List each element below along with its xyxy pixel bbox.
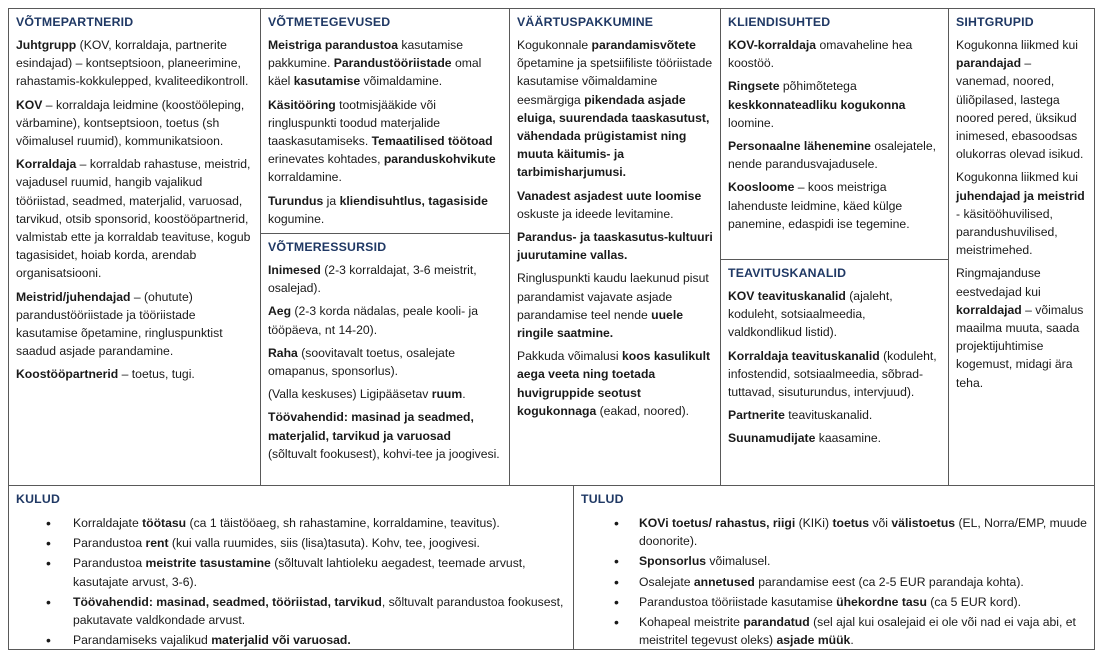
- emphasis-text: Meistrid/juhendajad: [16, 289, 131, 304]
- body-text: Kogukonnale: [517, 38, 592, 52]
- list-item: [16, 514, 567, 532]
- body-text: – korraldaja leidmine (koostööleping, värbamine), kontseptsioon, toetus (sh võimalusel ruumid), kommunikatsioon.: [16, 97, 245, 149]
- body-text: võimaldamine.: [360, 74, 443, 89]
- relation-personal: [728, 137, 942, 173]
- emphasis-text: annetused: [693, 574, 755, 589]
- value-new-cycle: [517, 269, 714, 342]
- body-text: (soovitavalt toetus, osalejate omapanus, sponsorlus).: [268, 345, 455, 379]
- body-text: erinevates kohtades,: [268, 152, 384, 167]
- body-text: – võimalus maailma muuta, saada projektijuhtimise kogemust, midagi ära teha.: [956, 302, 1084, 390]
- value-teaching: [517, 36, 714, 182]
- body-text: omal käel: [268, 56, 482, 89]
- body-text: (sel ajal kui osalejaid ei ole või nad ei vaja abi, et meistritel tegevust oleks): [639, 615, 1076, 648]
- emphasis-text: Vanadest asjadest uute loomise: [517, 188, 702, 203]
- emphasis-text: töötasu: [142, 516, 187, 530]
- value-proposition-heading: VÄÄRTUSPAKKUMINE: [517, 15, 654, 29]
- emphasis-text: Käsitööring: [268, 97, 336, 112]
- body-text: (kui valla ruumides, siis (lisa)tasuta). Kohv, tee, joogivesi.: [168, 536, 480, 551]
- emphasis-text: Töövahendid: masinad ja seadmed, materjalid, tarvikud ja varuosad: [268, 410, 474, 443]
- channel-organizer: [728, 347, 942, 402]
- emphasis-text: Korraldaja: [16, 157, 77, 172]
- emphasis-text: Koosloome: [728, 180, 795, 195]
- costs-list: [16, 514, 567, 649]
- emphasis-text: juhendajad ja meistrid: [956, 188, 1085, 203]
- partner-masters: [16, 288, 254, 361]
- channel-partners: [728, 406, 942, 424]
- body-text: (2-3 korda nädalas, peale kooli- ja tööpäeva, nt 14-20).: [268, 304, 479, 337]
- resource-tools: [268, 408, 503, 463]
- emphasis-text: Raha: [268, 345, 298, 360]
- body-text: – toetus, tugi.: [118, 367, 195, 382]
- emphasis-text: Parandus- ja taaskasutus-kultuuri juurutamine vallas.: [517, 230, 713, 263]
- list-item: [581, 552, 1088, 570]
- list-item: [16, 534, 567, 552]
- partner-organizer: [16, 155, 254, 282]
- list-item: [16, 631, 567, 649]
- resource-time: [268, 302, 503, 338]
- body-text: parandamise eest (ca 2-5 EUR parandaja kohta).: [754, 574, 1024, 589]
- emphasis-text: Töövahendid: masinad, seadmed, tööriistad, tarvikud: [73, 594, 382, 609]
- body-text: Ringmajanduse eestvedajad kui: [956, 266, 1041, 299]
- list-item: [16, 554, 567, 590]
- body-text: (koduleht, infostendid, sotsiaalmeedia, sõbrad-tuttavad, sisuturundus, intervjuud).: [728, 348, 937, 400]
- revenue-block: [573, 485, 1095, 650]
- body-text: kogumine.: [268, 211, 325, 226]
- segment-instructors: [956, 168, 1088, 259]
- value-community: [517, 347, 714, 420]
- customer-segments-heading: SIHTGRUPID: [956, 15, 1034, 29]
- emphasis-text: välistoetus: [891, 516, 956, 530]
- body-text: , sõltuvalt parandustoa fookusest, pakutavate valdkondade arvust.: [73, 594, 564, 628]
- body-text: (Valla keskuses) Ligipääsetav: [268, 387, 432, 402]
- emphasis-text: Parandustööriistade: [333, 56, 452, 71]
- customer-relations-block: [720, 8, 949, 260]
- body-text: osalejatele, nende parandusvajadusele.: [728, 139, 936, 172]
- body-text: Parandustoa tööriistade kasutamise: [639, 594, 837, 609]
- revenue-list: [581, 514, 1088, 649]
- revenue-heading: TULUD: [581, 492, 624, 506]
- body-text: Pakkuda võimalusi: [517, 349, 622, 364]
- body-text: loomine.: [728, 115, 775, 130]
- value-proposition-block: [509, 8, 721, 486]
- emphasis-text: parandatud: [743, 615, 810, 630]
- channel-influencers: [728, 429, 942, 447]
- activity-repair-room: [268, 36, 503, 91]
- emphasis-text: materjalid või varuosad.: [211, 633, 351, 648]
- emphasis-text: rent: [145, 536, 169, 551]
- emphasis-text: Partnerite: [728, 408, 785, 423]
- body-text: tootmisjääkide või ringluspunkti toodud materjalide taaskasutamiseks.: [268, 97, 441, 149]
- emphasis-text: Juhtgrupp: [16, 38, 77, 52]
- resource-money: [268, 344, 503, 380]
- emphasis-text: toetus: [832, 516, 870, 530]
- emphasis-text: keskkonnateadliku kogukonna: [728, 97, 906, 112]
- activity-crafts: [268, 96, 503, 187]
- emphasis-text: Meistriga parandustoa: [268, 38, 399, 52]
- partner-steering-group: [16, 36, 254, 91]
- channel-municipality: [728, 287, 942, 342]
- key-partners-block: [8, 8, 261, 486]
- emphasis-text: Inimesed: [268, 263, 321, 277]
- key-resources-block: [260, 233, 510, 486]
- body-text: omavaheline hea koostöö.: [728, 38, 913, 71]
- list-item: [581, 593, 1088, 611]
- emphasis-text: Turundus: [268, 193, 324, 208]
- customer-segments-block: [948, 8, 1095, 486]
- relation-circular: [728, 77, 942, 132]
- emphasis-text: Suunamudijate: [728, 431, 816, 446]
- key-activities-block: [260, 8, 510, 234]
- key-resources-heading: VÕTMERESSURSID: [268, 240, 387, 254]
- emphasis-text: Personaalne lähenemine: [728, 139, 871, 154]
- body-text: (eakad, noored).: [596, 403, 690, 418]
- relation-cooperation: [728, 36, 942, 72]
- body-text: Osalejate: [639, 574, 694, 589]
- emphasis-text: Koostööpartnerid: [16, 367, 119, 382]
- partner-cooperation: [16, 365, 254, 383]
- emphasis-text: Temaatilised töötoad: [371, 134, 493, 149]
- emphasis-text: Aeg: [268, 304, 292, 319]
- body-text: – korraldab rahastuse, meistrid, vajadusel ruumid, hangib vajalikud tööriistad, seadmed, materjalid, varuosad, tarvikud, otsib sponsorid, koostööpartnerid, valmistab ette ja korraldab teavituse, kogub tagasisidet, hoiab korda, arendab organisatsiooni.: [16, 157, 251, 281]
- body-text: (KIKi): [795, 516, 833, 530]
- body-text: Kogukonna liikmed kui: [956, 38, 1078, 52]
- emphasis-text: parandusk​ohvikute: [383, 152, 496, 167]
- body-text: – (ohutute) parandustööriistade ja tööriistade kasutamise õpetamine, ringluspunktist saadud asjade parandamine.: [16, 289, 223, 359]
- body-text: .: [850, 633, 854, 648]
- emphasis-text: parandamisvõtete: [591, 38, 696, 52]
- body-text: (EL, Norra/EMP, muude doonorite).: [639, 516, 1087, 549]
- emphasis-text: parandajad: [956, 56, 1022, 71]
- body-text: ja: [323, 193, 340, 208]
- emphasis-text: KOV-korraldaja: [728, 38, 817, 52]
- emphasis-text: Korraldaja teavituskanalid: [728, 348, 880, 363]
- body-text: või: [869, 516, 892, 530]
- emphasis-text: meistrite tasustamine: [145, 556, 271, 571]
- body-text: (sõltuvalt fookusest), kohvi-tee ja joogivesi.: [268, 446, 500, 461]
- body-text: Korraldajate: [73, 516, 143, 530]
- value-culture: [517, 228, 714, 264]
- body-text: Parandustoa: [73, 556, 146, 571]
- emphasis-text: asjade müük: [776, 633, 851, 648]
- emphasis-text: KOVi toetus/ rahastus, riigi: [639, 516, 796, 530]
- list-item: [581, 514, 1088, 550]
- body-text: (sõltuvalt lahtioleku aegadest, teemade arvust, kasutajate arvust, 3-6).: [73, 556, 526, 589]
- body-text: Kohapeal meistrite: [639, 615, 744, 630]
- emphasis-text: Ringsete: [728, 79, 780, 94]
- body-text: teavituskanalid.: [784, 408, 873, 423]
- emphasis-text: KOV: [16, 97, 43, 112]
- key-partners-heading: VÕTMEPARTNERID: [16, 15, 134, 29]
- emphasis-text: KOV teavituskanalid: [728, 289, 846, 303]
- segment-repairers: [956, 36, 1088, 163]
- body-text: oskuste ja ideede levitamine.: [517, 206, 674, 221]
- body-text: .: [462, 387, 466, 402]
- emphasis-text: pikendada asjade eluiga, suurendada taaskasutust, vähendada prügistamist ning muuta käitumis- ja tarbimisharjumusi.: [517, 92, 710, 180]
- body-text: õpetamine ja spetsiifiliste tööriistade kasutamise võimaldamine eesmärgiga: [517, 56, 713, 107]
- costs-block: [8, 485, 574, 650]
- value-new-from-old: [517, 187, 714, 223]
- body-text: Parandamiseks vajalikud: [73, 633, 212, 648]
- body-text: (ajaleht, koduleht, sotsiaalmeedia, valdkondlikud listid).: [728, 289, 893, 340]
- body-text: (2-3 korraldajat, 3-6 meistrit, osalejad).: [268, 263, 477, 296]
- body-text: (KOV, korraldaja, partnerite esindajad) – kontseptsioon, planeerimine, rahastamis-kokkulepped, kvaliteedikontroll.: [16, 38, 249, 89]
- relation-cocreation: [728, 178, 942, 233]
- body-text: korraldamine.: [268, 170, 342, 185]
- activity-marketing: [268, 192, 503, 228]
- channels-heading: TEAVITUSKANALID: [728, 266, 847, 280]
- segment-organizers: [956, 264, 1088, 391]
- emphasis-text: kasutamise: [293, 74, 361, 89]
- body-text: kasutamise pakkumine.: [268, 38, 464, 71]
- body-text: (ca 1 täistööaeg, sh rahastamine, korraldamine, teavitus).: [186, 516, 500, 530]
- body-text: põhimõtetega: [779, 79, 857, 94]
- body-text: - käsitööhuvilised, parandushuvilised, meistrimehed.: [956, 206, 1058, 258]
- emphasis-text: ühekordne tasu: [836, 594, 927, 609]
- key-activities-heading: VÕTMETEGEVUSED: [268, 15, 391, 29]
- body-text: (ca 5 EUR kord).: [926, 594, 1022, 609]
- body-text: Parandustoa: [73, 536, 146, 551]
- body-text: Kogukonna liikmed kui: [956, 170, 1078, 185]
- body-text: kaasamine.: [815, 431, 882, 446]
- body-text: – vanemad, noored, üliõpilased, lastega noored pered, üksikud inimesed, ebasoodsas olukorras olevad isikud.: [956, 56, 1084, 162]
- list-item: [581, 573, 1088, 591]
- emphasis-text: uuele ringile saatmine.: [517, 307, 684, 341]
- body-text: võimalusel.: [706, 554, 771, 569]
- emphasis-text: korraldajad: [956, 302, 1022, 317]
- body-text: Ringluspunkti kaudu laekunud pisut parandamist vajavate asjade parandamise teel nende: [517, 271, 709, 322]
- emphasis-text: kliendisuhtlus, tagasiside: [339, 193, 488, 208]
- resource-room: [268, 385, 503, 403]
- list-item: [581, 613, 1088, 649]
- emphasis-text: Sponsorlus: [639, 554, 707, 569]
- resource-people: [268, 261, 503, 297]
- customer-relations-heading: KLIENDISUHTED: [728, 15, 831, 29]
- channels-block: [720, 259, 949, 486]
- emphasis-text: ruum: [431, 387, 463, 402]
- list-item: [16, 593, 567, 629]
- costs-heading: KULUD: [16, 492, 61, 506]
- emphasis-text: koos kasulikult aega veeta ning toetada huvigruppide seotust kogukonnaga: [517, 349, 711, 418]
- partner-municipality: [16, 96, 254, 151]
- body-text: – koos meistriga lahenduste leidmine, käed külge panemine, edaspidi ise tegemine.: [728, 180, 910, 231]
